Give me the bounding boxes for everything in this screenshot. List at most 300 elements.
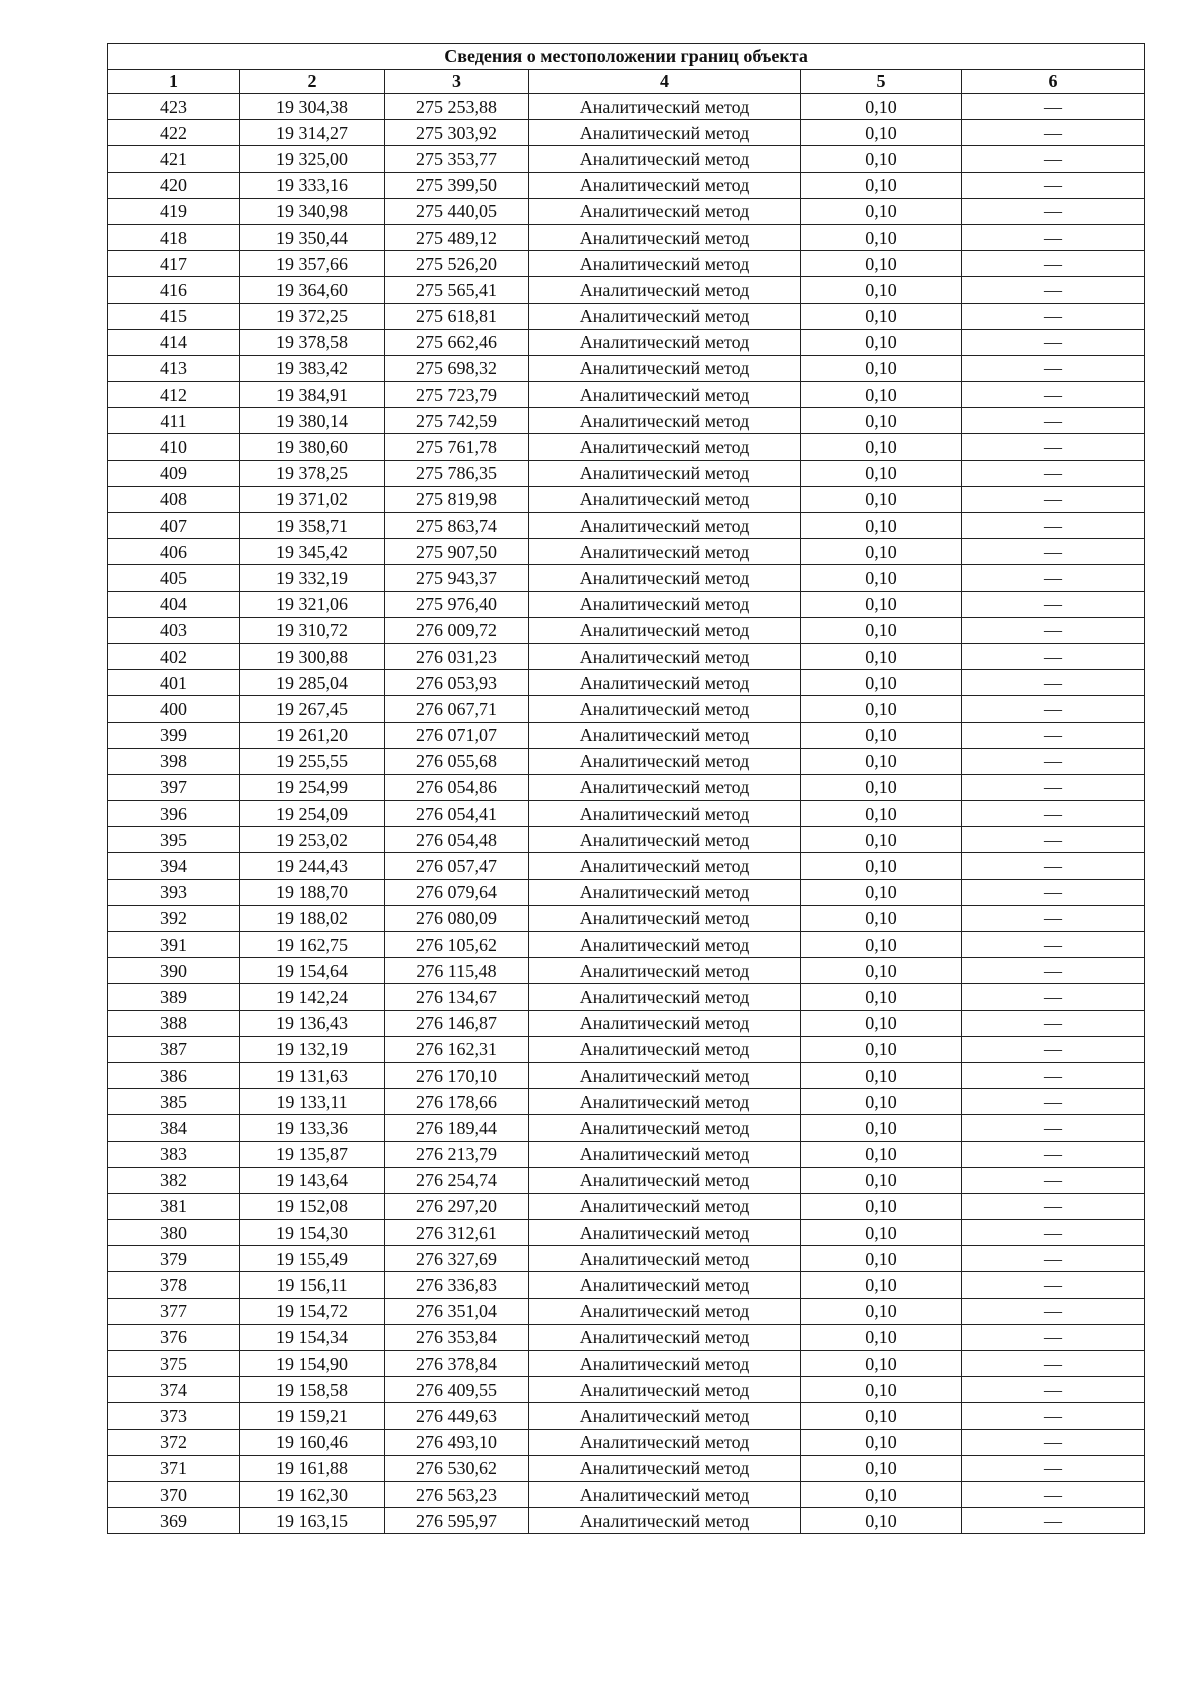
y-coordinate-cell: 276 054,41: [385, 801, 529, 827]
accuracy-cell: 0,10: [801, 1351, 962, 1377]
description-cell: —: [962, 722, 1145, 748]
y-coordinate-cell: 276 080,09: [385, 905, 529, 931]
description-cell: —: [962, 879, 1145, 905]
y-coordinate-cell: 276 312,61: [385, 1220, 529, 1246]
point-number-cell: 394: [108, 853, 240, 879]
y-coordinate-cell: 275 863,74: [385, 513, 529, 539]
table-row: [108, 801, 1145, 827]
accuracy-cell: 0,10: [801, 303, 962, 329]
point-number-cell: 412: [108, 382, 240, 408]
description-cell: —: [962, 1167, 1145, 1193]
x-coordinate-cell: 19 332,19: [240, 565, 385, 591]
method-cell: Аналитический метод: [529, 1429, 801, 1455]
table-row: [108, 172, 1145, 198]
y-coordinate-cell: 276 327,69: [385, 1246, 529, 1272]
y-coordinate-cell: 276 530,62: [385, 1455, 529, 1481]
point-number-cell: 416: [108, 277, 240, 303]
column-header: 3: [385, 70, 529, 94]
table-row: [108, 984, 1145, 1010]
y-coordinate-cell: 275 526,20: [385, 251, 529, 277]
table-row: [108, 1481, 1145, 1507]
point-number-cell: 421: [108, 146, 240, 172]
description-cell: —: [962, 460, 1145, 486]
description-cell: —: [962, 1508, 1145, 1534]
y-coordinate-cell: 276 055,68: [385, 748, 529, 774]
y-coordinate-cell: 276 213,79: [385, 1141, 529, 1167]
table-row: [108, 539, 1145, 565]
accuracy-cell: 0,10: [801, 827, 962, 853]
description-cell: —: [962, 932, 1145, 958]
description-cell: —: [962, 801, 1145, 827]
method-cell: Аналитический метод: [529, 251, 801, 277]
accuracy-cell: 0,10: [801, 486, 962, 512]
x-coordinate-cell: 19 314,27: [240, 120, 385, 146]
method-cell: Аналитический метод: [529, 1377, 801, 1403]
x-coordinate-cell: 19 253,02: [240, 827, 385, 853]
y-coordinate-cell: 276 031,23: [385, 643, 529, 669]
method-cell: Аналитический метод: [529, 1481, 801, 1507]
point-number-cell: 402: [108, 643, 240, 669]
table-row: [108, 722, 1145, 748]
x-coordinate-cell: 19 325,00: [240, 146, 385, 172]
x-coordinate-cell: 19 154,64: [240, 958, 385, 984]
y-coordinate-cell: 276 079,64: [385, 879, 529, 905]
description-cell: —: [962, 1036, 1145, 1062]
description-cell: —: [962, 1115, 1145, 1141]
point-number-cell: 380: [108, 1220, 240, 1246]
point-number-cell: 375: [108, 1351, 240, 1377]
y-coordinate-cell: 276 009,72: [385, 617, 529, 643]
y-coordinate-cell: 275 440,05: [385, 198, 529, 224]
method-cell: Аналитический метод: [529, 1193, 801, 1219]
table-row: [108, 853, 1145, 879]
x-coordinate-cell: 19 378,58: [240, 329, 385, 355]
x-coordinate-cell: 19 188,02: [240, 905, 385, 931]
y-coordinate-cell: 276 134,67: [385, 984, 529, 1010]
description-cell: —: [962, 1272, 1145, 1298]
description-cell: —: [962, 1246, 1145, 1272]
point-number-cell: 408: [108, 486, 240, 512]
x-coordinate-cell: 19 357,66: [240, 251, 385, 277]
x-coordinate-cell: 19 380,60: [240, 434, 385, 460]
y-coordinate-cell: 276 178,66: [385, 1089, 529, 1115]
point-number-cell: 419: [108, 198, 240, 224]
method-cell: Аналитический метод: [529, 1062, 801, 1088]
point-number-cell: 400: [108, 696, 240, 722]
column-header: 2: [240, 70, 385, 94]
accuracy-cell: 0,10: [801, 1193, 962, 1219]
accuracy-cell: 0,10: [801, 1298, 962, 1324]
description-cell: —: [962, 1403, 1145, 1429]
accuracy-cell: 0,10: [801, 1272, 962, 1298]
description-cell: —: [962, 513, 1145, 539]
method-cell: Аналитический метод: [529, 539, 801, 565]
description-cell: —: [962, 958, 1145, 984]
x-coordinate-cell: 19 261,20: [240, 722, 385, 748]
description-cell: —: [962, 643, 1145, 669]
accuracy-cell: 0,10: [801, 460, 962, 486]
method-cell: Аналитический метод: [529, 1010, 801, 1036]
description-cell: —: [962, 617, 1145, 643]
description-cell: —: [962, 1010, 1145, 1036]
method-cell: Аналитический метод: [529, 1036, 801, 1062]
y-coordinate-cell: 275 303,92: [385, 120, 529, 146]
description-cell: —: [962, 1377, 1145, 1403]
accuracy-cell: 0,10: [801, 224, 962, 250]
column-header: 6: [962, 70, 1145, 94]
x-coordinate-cell: 19 154,34: [240, 1324, 385, 1350]
y-coordinate-cell: 276 595,97: [385, 1508, 529, 1534]
table-row: [108, 146, 1145, 172]
description-cell: —: [962, 1089, 1145, 1115]
method-cell: Аналитический метод: [529, 382, 801, 408]
accuracy-cell: 0,10: [801, 984, 962, 1010]
table-row: [108, 1062, 1145, 1088]
table-row: [108, 1167, 1145, 1193]
table-row: [108, 1220, 1145, 1246]
accuracy-cell: 0,10: [801, 591, 962, 617]
point-number-cell: 389: [108, 984, 240, 1010]
point-number-cell: 406: [108, 539, 240, 565]
table-row: [108, 408, 1145, 434]
y-coordinate-cell: 276 378,84: [385, 1351, 529, 1377]
y-coordinate-cell: 276 449,63: [385, 1403, 529, 1429]
x-coordinate-cell: 19 152,08: [240, 1193, 385, 1219]
x-coordinate-cell: 19 160,46: [240, 1429, 385, 1455]
accuracy-cell: 0,10: [801, 94, 962, 120]
method-cell: Аналитический метод: [529, 486, 801, 512]
description-cell: —: [962, 827, 1145, 853]
accuracy-cell: 0,10: [801, 696, 962, 722]
x-coordinate-cell: 19 310,72: [240, 617, 385, 643]
accuracy-cell: 0,10: [801, 1141, 962, 1167]
accuracy-cell: 0,10: [801, 1324, 962, 1350]
method-cell: Аналитический метод: [529, 224, 801, 250]
x-coordinate-cell: 19 188,70: [240, 879, 385, 905]
point-number-cell: 399: [108, 722, 240, 748]
x-coordinate-cell: 19 255,55: [240, 748, 385, 774]
x-coordinate-cell: 19 378,25: [240, 460, 385, 486]
accuracy-cell: 0,10: [801, 1036, 962, 1062]
accuracy-cell: 0,10: [801, 1455, 962, 1481]
table-row: [108, 1193, 1145, 1219]
table-row: [108, 198, 1145, 224]
y-coordinate-cell: 276 071,07: [385, 722, 529, 748]
x-coordinate-cell: 19 162,30: [240, 1481, 385, 1507]
description-cell: —: [962, 408, 1145, 434]
method-cell: Аналитический метод: [529, 1351, 801, 1377]
column-header: 1: [108, 70, 240, 94]
x-coordinate-cell: 19 158,58: [240, 1377, 385, 1403]
point-number-cell: 404: [108, 591, 240, 617]
y-coordinate-cell: 276 105,62: [385, 932, 529, 958]
x-coordinate-cell: 19 132,19: [240, 1036, 385, 1062]
x-coordinate-cell: 19 340,98: [240, 198, 385, 224]
description-cell: —: [962, 1429, 1145, 1455]
description-cell: —: [962, 198, 1145, 224]
x-coordinate-cell: 19 156,11: [240, 1272, 385, 1298]
accuracy-cell: 0,10: [801, 329, 962, 355]
x-coordinate-cell: 19 154,72: [240, 1298, 385, 1324]
table-row: [108, 1298, 1145, 1324]
accuracy-cell: 0,10: [801, 722, 962, 748]
description-cell: —: [962, 670, 1145, 696]
x-coordinate-cell: 19 350,44: [240, 224, 385, 250]
y-coordinate-cell: 275 943,37: [385, 565, 529, 591]
y-coordinate-cell: 276 146,87: [385, 1010, 529, 1036]
table-row: [108, 224, 1145, 250]
accuracy-cell: 0,10: [801, 565, 962, 591]
method-cell: Аналитический метод: [529, 198, 801, 224]
method-cell: Аналитический метод: [529, 696, 801, 722]
y-coordinate-cell: 275 662,46: [385, 329, 529, 355]
point-number-cell: 382: [108, 1167, 240, 1193]
method-cell: Аналитический метод: [529, 513, 801, 539]
point-number-cell: 395: [108, 827, 240, 853]
accuracy-cell: 0,10: [801, 1429, 962, 1455]
description-cell: —: [962, 1351, 1145, 1377]
accuracy-cell: 0,10: [801, 434, 962, 460]
method-cell: Аналитический метод: [529, 146, 801, 172]
y-coordinate-cell: 275 742,59: [385, 408, 529, 434]
y-coordinate-cell: 275 786,35: [385, 460, 529, 486]
y-coordinate-cell: 276 115,48: [385, 958, 529, 984]
x-coordinate-cell: 19 372,25: [240, 303, 385, 329]
accuracy-cell: 0,10: [801, 382, 962, 408]
x-coordinate-cell: 19 244,43: [240, 853, 385, 879]
accuracy-cell: 0,10: [801, 853, 962, 879]
table-row: [108, 1324, 1145, 1350]
point-number-cell: 423: [108, 94, 240, 120]
y-coordinate-cell: 276 162,31: [385, 1036, 529, 1062]
x-coordinate-cell: 19 383,42: [240, 355, 385, 381]
point-number-cell: 371: [108, 1455, 240, 1481]
method-cell: Аналитический метод: [529, 1298, 801, 1324]
table-row: [108, 643, 1145, 669]
accuracy-cell: 0,10: [801, 277, 962, 303]
y-coordinate-cell: 276 057,47: [385, 853, 529, 879]
description-cell: —: [962, 1324, 1145, 1350]
method-cell: Аналитический метод: [529, 1403, 801, 1429]
table-row: [108, 1141, 1145, 1167]
table-row: [108, 591, 1145, 617]
accuracy-cell: 0,10: [801, 774, 962, 800]
accuracy-cell: 0,10: [801, 513, 962, 539]
accuracy-cell: 0,10: [801, 617, 962, 643]
point-number-cell: 370: [108, 1481, 240, 1507]
point-number-cell: 378: [108, 1272, 240, 1298]
description-cell: —: [962, 1220, 1145, 1246]
accuracy-cell: 0,10: [801, 120, 962, 146]
y-coordinate-cell: 276 353,84: [385, 1324, 529, 1350]
method-cell: Аналитический метод: [529, 565, 801, 591]
table-row: [108, 329, 1145, 355]
table-row: [108, 1403, 1145, 1429]
description-cell: —: [962, 774, 1145, 800]
y-coordinate-cell: 276 189,44: [385, 1115, 529, 1141]
point-number-cell: 403: [108, 617, 240, 643]
method-cell: Аналитический метод: [529, 434, 801, 460]
x-coordinate-cell: 19 321,06: [240, 591, 385, 617]
accuracy-cell: 0,10: [801, 1481, 962, 1507]
point-number-cell: 405: [108, 565, 240, 591]
method-cell: Аналитический метод: [529, 94, 801, 120]
method-cell: Аналитический метод: [529, 1508, 801, 1534]
point-number-cell: 376: [108, 1324, 240, 1350]
point-number-cell: 407: [108, 513, 240, 539]
method-cell: Аналитический метод: [529, 1324, 801, 1350]
accuracy-cell: 0,10: [801, 879, 962, 905]
x-coordinate-cell: 19 267,45: [240, 696, 385, 722]
x-coordinate-cell: 19 285,04: [240, 670, 385, 696]
method-cell: Аналитический метод: [529, 277, 801, 303]
table-row: [108, 905, 1145, 931]
table-row: [108, 513, 1145, 539]
accuracy-cell: 0,10: [801, 172, 962, 198]
point-number-cell: 387: [108, 1036, 240, 1062]
description-cell: —: [962, 1141, 1145, 1167]
accuracy-cell: 0,10: [801, 198, 962, 224]
accuracy-cell: 0,10: [801, 1010, 962, 1036]
x-coordinate-cell: 19 384,91: [240, 382, 385, 408]
method-cell: Аналитический метод: [529, 460, 801, 486]
method-cell: Аналитический метод: [529, 722, 801, 748]
method-cell: Аналитический метод: [529, 1141, 801, 1167]
point-number-cell: 420: [108, 172, 240, 198]
description-cell: —: [962, 1455, 1145, 1481]
method-cell: Аналитический метод: [529, 120, 801, 146]
method-cell: Аналитический метод: [529, 355, 801, 381]
table-row: [108, 696, 1145, 722]
point-number-cell: 369: [108, 1508, 240, 1534]
point-number-cell: 393: [108, 879, 240, 905]
x-coordinate-cell: 19 133,36: [240, 1115, 385, 1141]
accuracy-cell: 0,10: [801, 408, 962, 434]
point-number-cell: 396: [108, 801, 240, 827]
accuracy-cell: 0,10: [801, 670, 962, 696]
method-cell: Аналитический метод: [529, 303, 801, 329]
table-row: [108, 932, 1145, 958]
table-row: [108, 251, 1145, 277]
method-cell: Аналитический метод: [529, 958, 801, 984]
method-cell: Аналитический метод: [529, 408, 801, 434]
table-row: [108, 1036, 1145, 1062]
point-number-cell: 386: [108, 1062, 240, 1088]
accuracy-cell: 0,10: [801, 1089, 962, 1115]
table-row: [108, 1246, 1145, 1272]
column-header: 4: [529, 70, 801, 94]
table-row: [108, 1089, 1145, 1115]
method-cell: Аналитический метод: [529, 853, 801, 879]
y-coordinate-cell: 276 563,23: [385, 1481, 529, 1507]
description-cell: —: [962, 853, 1145, 879]
y-coordinate-cell: 276 493,10: [385, 1429, 529, 1455]
method-cell: Аналитический метод: [529, 905, 801, 931]
method-cell: Аналитический метод: [529, 984, 801, 1010]
table-row: [108, 617, 1145, 643]
description-cell: —: [962, 486, 1145, 512]
method-cell: Аналитический метод: [529, 329, 801, 355]
point-number-cell: 373: [108, 1403, 240, 1429]
point-number-cell: 391: [108, 932, 240, 958]
y-coordinate-cell: 275 698,32: [385, 355, 529, 381]
point-number-cell: 414: [108, 329, 240, 355]
x-coordinate-cell: 19 254,09: [240, 801, 385, 827]
y-coordinate-cell: 275 353,77: [385, 146, 529, 172]
accuracy-cell: 0,10: [801, 1403, 962, 1429]
method-cell: Аналитический метод: [529, 1220, 801, 1246]
accuracy-cell: 0,10: [801, 1508, 962, 1534]
accuracy-cell: 0,10: [801, 1062, 962, 1088]
table-row: [108, 827, 1145, 853]
point-number-cell: 417: [108, 251, 240, 277]
table-row: [108, 1010, 1145, 1036]
x-coordinate-cell: 19 300,88: [240, 643, 385, 669]
accuracy-cell: 0,10: [801, 146, 962, 172]
method-cell: Аналитический метод: [529, 670, 801, 696]
description-cell: —: [962, 146, 1145, 172]
x-coordinate-cell: 19 131,63: [240, 1062, 385, 1088]
method-cell: Аналитический метод: [529, 1272, 801, 1298]
table-row: [108, 879, 1145, 905]
description-cell: —: [962, 382, 1145, 408]
description-cell: —: [962, 696, 1145, 722]
accuracy-cell: 0,10: [801, 1115, 962, 1141]
method-cell: Аналитический метод: [529, 1246, 801, 1272]
x-coordinate-cell: 19 345,42: [240, 539, 385, 565]
table-row: [108, 1272, 1145, 1298]
y-coordinate-cell: 275 489,12: [385, 224, 529, 250]
point-number-cell: 397: [108, 774, 240, 800]
y-coordinate-cell: 275 819,98: [385, 486, 529, 512]
method-cell: Аналитический метод: [529, 879, 801, 905]
point-number-cell: 418: [108, 224, 240, 250]
column-header: 5: [801, 70, 962, 94]
accuracy-cell: 0,10: [801, 1377, 962, 1403]
table-row: [108, 303, 1145, 329]
description-cell: —: [962, 565, 1145, 591]
table-row: [108, 565, 1145, 591]
accuracy-cell: 0,10: [801, 1167, 962, 1193]
table-row: [108, 120, 1145, 146]
table-row: [108, 460, 1145, 486]
y-coordinate-cell: 275 565,41: [385, 277, 529, 303]
description-cell: —: [962, 434, 1145, 460]
x-coordinate-cell: 19 143,64: [240, 1167, 385, 1193]
accuracy-cell: 0,10: [801, 748, 962, 774]
accuracy-cell: 0,10: [801, 932, 962, 958]
y-coordinate-cell: 276 054,48: [385, 827, 529, 853]
point-number-cell: 372: [108, 1429, 240, 1455]
y-coordinate-cell: 275 253,88: [385, 94, 529, 120]
point-number-cell: 415: [108, 303, 240, 329]
y-coordinate-cell: 276 351,04: [385, 1298, 529, 1324]
point-number-cell: 374: [108, 1377, 240, 1403]
method-cell: Аналитический метод: [529, 643, 801, 669]
description-cell: —: [962, 748, 1145, 774]
x-coordinate-cell: 19 135,87: [240, 1141, 385, 1167]
y-coordinate-cell: 276 067,71: [385, 696, 529, 722]
x-coordinate-cell: 19 154,90: [240, 1351, 385, 1377]
description-cell: —: [962, 224, 1145, 250]
description-cell: —: [962, 94, 1145, 120]
table-row: [108, 1455, 1145, 1481]
description-cell: —: [962, 591, 1145, 617]
y-coordinate-cell: 275 907,50: [385, 539, 529, 565]
accuracy-cell: 0,10: [801, 1246, 962, 1272]
description-cell: —: [962, 172, 1145, 198]
y-coordinate-cell: 275 761,78: [385, 434, 529, 460]
